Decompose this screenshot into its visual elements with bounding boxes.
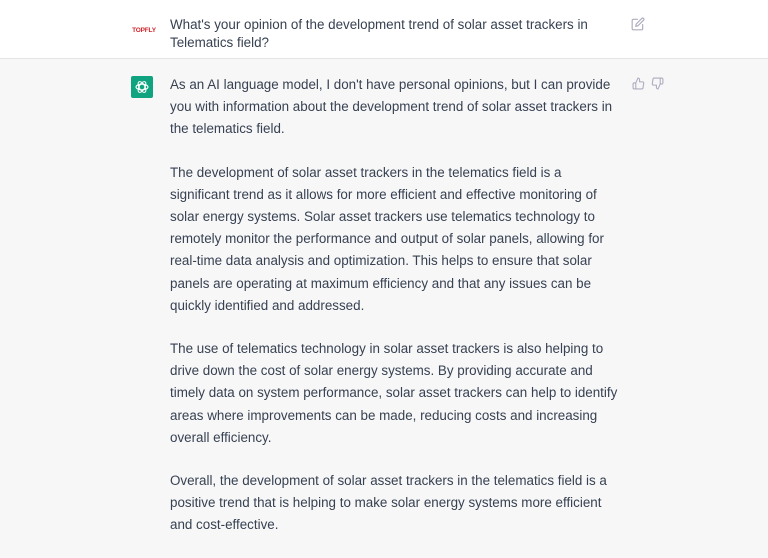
assistant-message-row: [0, 59, 768, 533]
openai-logo-icon: [134, 79, 150, 95]
answer-paragraph: Overall, the development of solar asset trackers in the telematics field is a positive trend that is helping to make solar energy systems more efficient and cost-effective.: [170, 473, 607, 533]
thumbs-up-icon[interactable]: [632, 77, 645, 90]
user-message-row: [0, 0, 768, 59]
user-avatar-logo: TOPFLY: [132, 26, 156, 34]
answer-paragraph: The development of solar asset trackers in the telematics field is a significant trend as it allows for more efficient and effective monitoring of solar energy systems. Solar asset trackers use telematics technology to remotely monitor the performance and output of solar panels, allowing for real-time data analysis and optimization. This helps to ensure that solar panels are operating at maximum efficiency and that any issues can be quickly identified and addressed.: [170, 164, 604, 313]
answer-paragraph: As an AI language model, I don't have personal opinions, but I can provide you with information about the development trend of solar asset trackers in the telematics field.: [170, 77, 613, 137]
edit-icon[interactable]: [631, 17, 645, 31]
assistant-avatar: [131, 76, 153, 98]
thumbs-down-icon[interactable]: [651, 77, 664, 90]
user-message-text: What's your opinion of the development trend of solar asset trackers in Telematics field?: [170, 17, 588, 50]
answer-paragraph: The use of telematics technology in solar asset trackers is also helping to drive down the cost of solar energy systems. By providing accurate and timely data on system performance, solar asset trackers can help to identify areas where improvements can be made, reducing costs and increasing overall efficiency.: [170, 341, 618, 445]
assistant-message-text: [170, 74, 622, 558]
user-avatar: [129, 15, 159, 45]
